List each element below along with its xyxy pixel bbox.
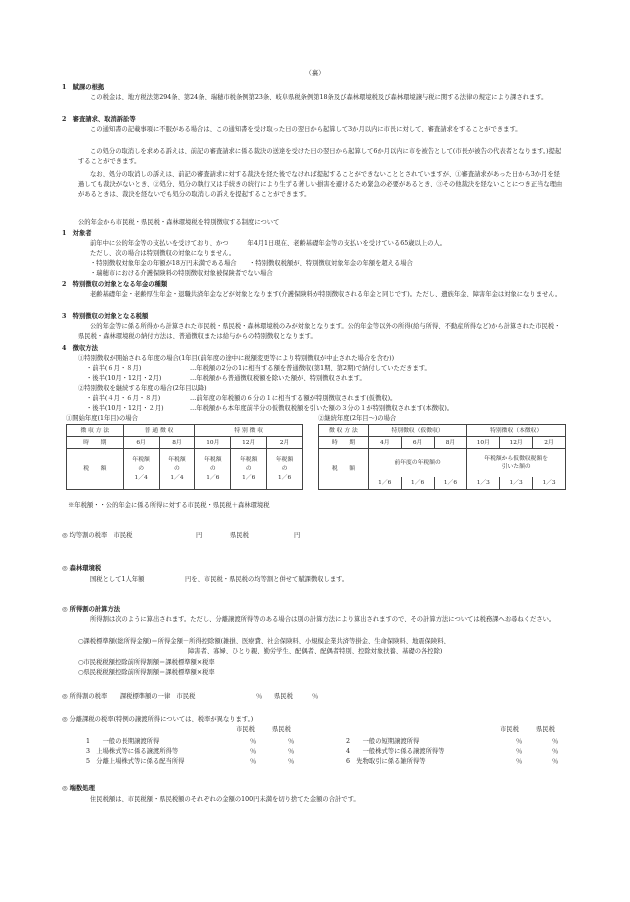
sep-pct: ％ xyxy=(250,758,257,765)
t1-cell: 年税額 の 1／4 xyxy=(123,449,159,490)
sep-col-city-1: 市民税 xyxy=(236,726,255,733)
t1-period-label: 時 期 xyxy=(67,437,124,449)
t2-month: 12月 xyxy=(500,437,533,449)
pension-t4: 4 徴収方法 xyxy=(62,345,98,352)
sep-pct: ％ xyxy=(552,738,559,745)
t2-month: 2月 xyxy=(533,437,566,449)
t2-method-label: 徴 収 方 法 xyxy=(319,425,369,437)
sep-pct: ％ xyxy=(552,758,559,765)
t1-tax-label: 税 額 xyxy=(67,449,124,490)
section-1-body: この税金は、地方税法第294条、第24条、瑞穂市税条例第23条、岐阜県税条例第18条及び森林環境税及び森林環境譲与税に関する法律の規定により課されます。 xyxy=(90,94,548,101)
sep-item: 1 一般の長期譲渡所得 xyxy=(86,738,160,745)
pension-t1-note: ただし、次の場合は特別徴収の対象になりません。 xyxy=(90,250,236,257)
kintou-pref-label: 県民税 xyxy=(230,532,249,539)
method-2-b: ・後半(10月・12月・２月) xyxy=(86,405,164,412)
kintou-yen-city: 円 xyxy=(196,532,203,539)
t1-cell: 年税額 の 1／6 xyxy=(231,449,267,490)
rounding-body: 住民税額は、市民税額・県民税額のそれぞれの金額の100円未満を切り捨てた金額の合計です。 xyxy=(90,796,360,803)
sep-item: 3 上場株式等に係る譲渡所得等 xyxy=(86,748,179,755)
sep-pct: ％ xyxy=(250,748,257,755)
pension-t2-body: 老齢基礎年金・老齢厚生年金・退職共済年金などが対象となります(介護保険料が特別徴収される年金と同じです)。ただし、遺族年金、障害年金は対象になりません。 xyxy=(90,291,562,298)
rate-pref-label: 県民税 xyxy=(274,693,293,700)
t1-cell: 年税額 の 1／4 xyxy=(159,449,195,490)
method-1-b: ・後半(10月・12月・2月) xyxy=(86,375,162,382)
pension-title: 公的年金から市民税・県民税・森林環境税を特別徴収する制度について xyxy=(78,219,280,226)
forest-body-b: 円を、市民税・県民税の均等割と併せて賦課徴収します。 xyxy=(185,576,349,583)
t1-month: 12月 xyxy=(231,437,267,449)
income-formula-1: ○課税標準額(総所得金額)＝所得金額－所得控除額(雑損、医療費、社会保険料、小規模企業共済等掛金、生命保険料、地震保険料、 xyxy=(78,638,450,645)
t1-normal-header: 普 通 徴 収 xyxy=(123,425,195,437)
sep-pct: ％ xyxy=(516,738,523,745)
t2-provisional-header: 特別徴収（仮徴収） xyxy=(368,425,467,437)
t1-month: 2月 xyxy=(267,437,303,449)
sep-item: 6 先物取引に係る雑所得等 xyxy=(346,758,426,765)
t2-tax-label: 税 額 xyxy=(319,449,369,490)
annual-tax-note: ※年税額・・公的年金に係る所得に対する市民税・県民税＋森林環境税 xyxy=(68,502,270,509)
pension-t1-b1: ・特別徴収対象年金の年額が18万円未満である場合 ・特別徴収税額が、特別徴収対象年金の年額を超える場合 xyxy=(90,260,413,267)
sep-item: 2 一般の短期譲渡所得 xyxy=(346,738,420,745)
method-1-a-desc: …年税額の2分の1に相当する額を普通徴収(第1期、第2期)で納付していただきます。 xyxy=(190,365,431,372)
kintou-yen-pref: 円 xyxy=(294,532,301,539)
rate-label: ◎ 所得割の税率 課税標準額の一律 市民税 xyxy=(62,693,196,700)
t1-cell: 年税額 の 1／6 xyxy=(195,449,231,490)
rate-pct-city: ％ xyxy=(256,693,263,700)
pension-t1-b2: ・瑞穂市における介護保険料の特別徴収対象被保険者でない場合 xyxy=(90,270,273,277)
income-formula-3: ○県民税税額控除前所得割額＝課税標準額×税率 xyxy=(78,669,215,676)
sep-pct: ％ xyxy=(516,758,523,765)
t1-special-header: 特 別 徴 収 xyxy=(195,425,303,437)
t2-month: 8月 xyxy=(434,437,467,449)
page-header: （裏） xyxy=(305,69,325,77)
section-2-title: 2 審査請求、取消訴訟等 xyxy=(62,116,136,123)
pension-t1-body: 前年中に公的年金等の支払いを受けており、かつ 年4月1日現在、老齢基礎年金等の支払いを受けている65歳以上の人。 xyxy=(90,240,447,247)
method-1: ①特別徴収が開始される年度の場合(1年目(前年度の途中に税額変更等により特別徴収が中止された場合を含む)) xyxy=(78,355,395,362)
t1-month: 8月 xyxy=(159,437,195,449)
rate-pct-pref: ％ xyxy=(312,693,319,700)
forest-body-a: 国税として1人年額 xyxy=(90,576,145,583)
t2-frac: 1／3 xyxy=(533,477,566,490)
section-2-p2: この処分の取消しを求める訴えは、前記の審査請求に係る裁決の送達を受けた日の翌日から起算して6か月以内に市を被告として(市長が被告の代表者となります。)提起することができます。 xyxy=(78,148,562,165)
section-2-p3: なお、処分の取消しの訴えは、前記の審査請求に対する裁決を経た後でなければ提起することができないこととされていますが、①審査請求があった日から3か月を経過しても裁決がないとき、②処分、処分の執行又は手続きの続行により生ずる著しい損害を避けるため緊急の必要があるとき、③その他裁決を経ないことにつき正当な理由があるときは、裁決を経ないでも処分の取消しの訴えを提起することができます。 xyxy=(78,171,563,198)
table-start-year xyxy=(66,424,303,490)
t2-prov-desc: 前年度の年税額の xyxy=(368,449,467,478)
sep-col-city-2: 市民税 xyxy=(500,726,519,733)
income-formula-2: ○市民税税額控除前所得割額＝課税標準額×税率 xyxy=(78,659,215,666)
rounding-title: ◎ 端数処理 xyxy=(62,785,95,792)
t2-period-label: 時 期 xyxy=(319,437,369,449)
table1-caption: ①開始年度(1年目)の場合 xyxy=(66,415,138,422)
section-2-p1: この通知書の記載事項に不服がある場合は、この通知書を受け取った日の翌日から起算して3か月以内に市長に対して、審査請求をすることができます。 xyxy=(90,126,522,133)
kintou-label: ◎ 均等割の税率 市民税 xyxy=(62,532,133,539)
method-2-a: ・前半(４月・６月・８月) xyxy=(86,395,161,402)
income-title: ◎ 所得割の計算方法 xyxy=(62,606,121,613)
method-1-a: ・前半(６月・８月) xyxy=(86,365,142,372)
sep-pct: ％ xyxy=(516,748,523,755)
method-2: ②特別徴収を継続する年度の場合(2年目以降) xyxy=(78,385,207,392)
method-1-b-desc: …年税額から普通徴収税額を除いた額が、特別徴収されます。 xyxy=(190,375,366,382)
t2-main-header: 特別徴収（本徴収） xyxy=(467,425,566,437)
sep-pct: ％ xyxy=(552,748,559,755)
t2-frac: 1／6 xyxy=(368,477,401,490)
sep-item: 5 分離上場株式等に係る配当所得 xyxy=(86,758,185,765)
table-continuing-year xyxy=(318,424,566,490)
t2-month: 10月 xyxy=(467,437,500,449)
t1-method-label: 徴 収 方 法 xyxy=(67,425,124,437)
t2-frac: 1／6 xyxy=(434,477,467,490)
income-formula-1b: 障害者、寡婦、ひとり親、勤労学生、配偶者、配偶者特別、控除対象扶養、基礎の各控除) xyxy=(188,648,443,655)
t1-month: 10月 xyxy=(195,437,231,449)
method-2-b-desc: …年税額から本年度前半分の仮徴収税額を引いた額の３分の１が特別徴収されます(本徴収)。 xyxy=(190,405,454,412)
pension-t3-body: 公的年金等に係る所得から計算された市民税・県民税・森林環境税のみが対象となります。公的年金等以外の所得(給与所得、不動産所得など)から計算された市民税・県民税・森林環境税の納付方法は、普通徴収または給与からの特別徴収となります。 xyxy=(78,323,561,340)
t2-frac: 1／3 xyxy=(500,477,533,490)
sep-item: 4 一般株式等に係る譲渡所得等 xyxy=(346,748,445,755)
table2-caption: ②継続年度(2年目～)の場合 xyxy=(318,415,397,422)
t2-month: 4月 xyxy=(368,437,401,449)
income-body: 所得割は次のように算出されます。ただし、分離譲渡所得等のある場合は別の計算方法により算出されますので、その計算方法については税務課へお尋ねください。 xyxy=(90,616,556,623)
sep-pct: ％ xyxy=(288,748,295,755)
method-2-a-desc: …前年度の年税額の６分の１に相当する額が特別徴収されます(仮徴収)。 xyxy=(190,395,397,402)
separate-title: ◎ 分離課税の税率(特例の譲渡所得については、税率が異なります。) xyxy=(62,716,254,723)
t2-frac: 1／3 xyxy=(467,477,500,490)
t2-month: 6月 xyxy=(401,437,434,449)
t1-cell: 年税額 の 1／6 xyxy=(267,449,303,490)
pension-t2: 2 特別徴収の対象となる年金の種類 xyxy=(62,281,168,288)
section-1-title: 1 賦課の根拠 xyxy=(62,84,105,91)
sep-col-pref-1: 県民税 xyxy=(272,726,291,733)
t2-main-desc: 年税額から仮徴収税額を 引いた額の xyxy=(467,449,566,478)
t2-frac: 1／6 xyxy=(401,477,434,490)
sep-pct: ％ xyxy=(288,738,295,745)
sep-pct: ％ xyxy=(250,738,257,745)
sep-pct: ％ xyxy=(288,758,295,765)
sep-col-pref-2: 県民税 xyxy=(536,726,555,733)
forest-title: ◎ 森林環境税 xyxy=(62,565,102,572)
t1-month: 6月 xyxy=(123,437,159,449)
pension-t1: 1 対象者 xyxy=(62,230,92,237)
pension-t3: 3 特別徴収の対象となる税額 xyxy=(62,313,149,320)
